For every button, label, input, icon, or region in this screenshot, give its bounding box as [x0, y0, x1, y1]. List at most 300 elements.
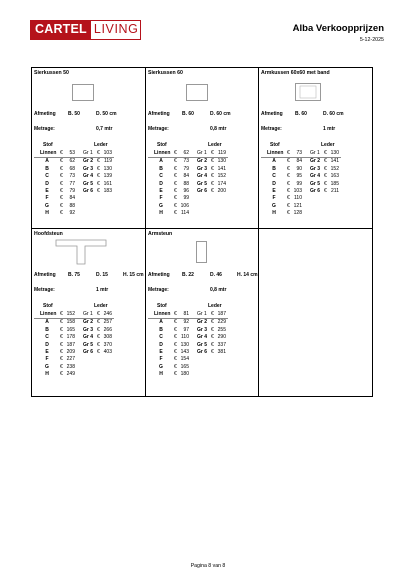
fabric-grade: B	[159, 165, 163, 172]
currency-symbol: €	[174, 356, 177, 363]
fabric-grade: F	[45, 195, 49, 202]
currency-symbol: €	[287, 165, 290, 172]
currency-symbol: €	[324, 158, 327, 165]
dimension-value: B. 22	[182, 272, 194, 278]
fabric-price: 187	[66, 341, 75, 348]
fabric-grade: H	[45, 210, 49, 217]
panel-title: Armkussen 60x60 met band	[261, 70, 330, 76]
fabric-grade: C	[45, 173, 49, 180]
price-row	[148, 188, 228, 195]
fabric-grade: H	[159, 371, 163, 378]
currency-symbol: €	[324, 180, 327, 187]
currency-symbol: €	[174, 150, 180, 158]
currency-symbol: €	[60, 202, 63, 209]
currency-symbol: €	[97, 326, 100, 333]
leather-grade: Gr 6	[83, 349, 94, 356]
fabric-price: 73	[183, 158, 189, 165]
leather-price: 139	[103, 173, 112, 180]
stof-header: Stof	[157, 303, 167, 309]
leather-grade: Gr 4	[310, 173, 321, 180]
panel-title: Armsteun	[148, 231, 173, 237]
fabric-price: 79	[69, 188, 75, 195]
currency-symbol: €	[97, 341, 100, 348]
currency-symbol: €	[60, 180, 63, 187]
dimension-value: D. 50 cm	[96, 111, 117, 117]
price-row	[34, 158, 114, 166]
metrage-label: Metrage:	[261, 126, 282, 132]
fabric-grade: Linnen	[148, 150, 174, 158]
fabric-grade: D	[272, 180, 276, 187]
fabric-grade: H	[272, 210, 276, 217]
price-row	[148, 158, 228, 166]
leder-header: Leder	[94, 142, 108, 148]
fabric-grade: D	[45, 341, 49, 348]
fabric-price: 88	[69, 202, 75, 209]
price-row	[148, 210, 228, 217]
currency-symbol: €	[97, 319, 100, 326]
fabric-price: 238	[66, 363, 75, 370]
currency-symbol: €	[324, 165, 327, 172]
leder-header: Leder	[321, 142, 335, 148]
leather-price	[103, 195, 114, 202]
leather-price: 174	[217, 180, 226, 187]
dimension-value: D. 15	[96, 272, 108, 278]
dimension-value: H. 14 cm	[237, 272, 258, 278]
fabric-price: 130	[180, 341, 189, 348]
leather-price	[103, 356, 114, 363]
dimension-value: D. 60 cm	[210, 111, 231, 117]
fabric-price: 121	[293, 202, 302, 209]
dimension-value: B. 75	[68, 272, 80, 278]
brand-logo-part2: LIVING	[93, 22, 139, 36]
fabric-price: 128	[293, 210, 302, 217]
dimension-value: D. 60 cm	[323, 111, 344, 117]
currency-symbol: €	[60, 311, 66, 319]
fabric-grade: Linnen	[34, 311, 60, 319]
leather-price: 187	[217, 311, 226, 317]
fabric-price: 158	[66, 319, 75, 326]
leather-price	[217, 210, 228, 217]
currency-symbol: €	[324, 173, 327, 180]
fabric-grade: E	[272, 188, 276, 195]
currency-symbol: €	[174, 165, 177, 172]
metrage-label: Metrage:	[34, 126, 55, 132]
currency-symbol: €	[174, 180, 177, 187]
price-row	[34, 195, 114, 202]
leather-grade: Gr 5	[197, 341, 208, 348]
leather-price: 370	[103, 341, 112, 348]
leather-grade: Gr 3	[197, 165, 208, 172]
price-row	[34, 181, 114, 188]
leather-grade: Gr 5	[310, 180, 321, 187]
currency-symbol: €	[60, 326, 63, 333]
leather-grade: Gr 5	[197, 180, 208, 187]
leather-price	[217, 195, 228, 202]
leather-grade	[197, 195, 211, 202]
document-date: 5-12-2025	[359, 37, 384, 43]
fabric-grade: B	[45, 326, 49, 333]
square-cushion-icon	[186, 84, 208, 101]
leather-grade: Gr 1	[83, 150, 97, 158]
fabric-grade: B	[272, 165, 276, 172]
dimension-value: B. 60	[182, 111, 194, 117]
leather-price	[217, 364, 228, 371]
brand-logo-part1: CARTEL	[31, 21, 91, 39]
leather-grade: Gr 4	[83, 334, 94, 341]
currency-symbol: €	[174, 349, 177, 356]
currency-symbol: €	[97, 158, 100, 165]
fabric-price: 249	[66, 371, 75, 378]
currency-symbol: €	[97, 188, 100, 195]
currency-symbol: €	[97, 311, 103, 319]
leather-grade	[310, 203, 324, 210]
leather-price: 257	[103, 319, 112, 326]
fabric-price: 90	[296, 165, 302, 172]
fabric-price: 97	[183, 326, 189, 333]
fabric-price: 209	[66, 349, 75, 356]
fabric-price: 68	[69, 165, 75, 172]
product-panel	[146, 68, 258, 228]
fabric-price: 114	[181, 210, 189, 217]
price-row	[261, 173, 341, 180]
fabric-grade: G	[159, 202, 163, 209]
leather-price: 266	[103, 326, 112, 333]
metrage-value: 0,8 mtr	[210, 287, 227, 293]
fabric-grade: C	[272, 173, 276, 180]
price-row	[34, 166, 114, 173]
dimensions-label: Afmeting	[34, 111, 56, 117]
currency-symbol: €	[287, 188, 290, 195]
currency-symbol: €	[174, 158, 177, 165]
leather-price: 130	[217, 158, 226, 165]
currency-symbol: €	[60, 165, 63, 172]
price-table	[148, 150, 228, 218]
leather-grade: Gr 3	[310, 165, 321, 172]
product-panel	[259, 68, 373, 228]
leather-price	[103, 371, 114, 378]
dimensions-label: Afmeting	[34, 272, 56, 278]
leather-grade	[197, 364, 211, 371]
currency-symbol: €	[60, 195, 63, 202]
leder-header: Leder	[208, 303, 222, 309]
currency-symbol: €	[174, 188, 177, 195]
currency-symbol: €	[287, 202, 290, 209]
fabric-price: 84	[296, 158, 302, 165]
fabric-price: 79	[183, 165, 189, 172]
price-row	[261, 150, 341, 158]
leather-grade	[83, 195, 97, 202]
document-title: Alba Verkoopprijzen	[292, 23, 384, 34]
leather-price: 246	[103, 311, 112, 317]
fabric-grade: G	[272, 202, 276, 209]
leather-grade: Gr 4	[197, 334, 208, 341]
currency-symbol: €	[174, 334, 177, 341]
leather-grade: Gr 2	[83, 319, 94, 326]
page-footer: Pagina 8 van 8	[190, 563, 226, 569]
leather-price: 200	[217, 188, 226, 195]
currency-symbol: €	[287, 150, 293, 158]
leather-price	[330, 195, 341, 202]
leather-grade: Gr 1	[83, 311, 97, 319]
leather-grade	[83, 371, 97, 378]
leather-grade: Gr 6	[310, 188, 321, 195]
currency-symbol: €	[174, 195, 177, 202]
leather-grade: Gr 5	[83, 341, 94, 348]
dimensions-label: Afmeting	[148, 111, 170, 117]
currency-symbol: €	[287, 210, 290, 217]
price-row	[148, 356, 228, 363]
stof-header: Stof	[270, 142, 280, 148]
leather-grade	[83, 210, 97, 217]
price-row	[148, 364, 228, 371]
leather-price: 130	[330, 150, 339, 156]
leather-grade: Gr 3	[197, 326, 208, 333]
fabric-price: 165	[180, 363, 189, 370]
leather-grade	[197, 203, 211, 210]
currency-symbol: €	[174, 326, 177, 333]
currency-symbol: €	[211, 180, 214, 187]
panel-title: Sierkussen 50	[34, 70, 69, 76]
currency-symbol: €	[211, 188, 214, 195]
leather-price: 381	[217, 349, 226, 356]
price-row	[34, 188, 114, 195]
fabric-price: 165	[66, 326, 75, 333]
metrage-value: 1 mtr	[96, 287, 109, 293]
currency-symbol: €	[211, 334, 214, 341]
price-row	[148, 371, 228, 378]
fabric-grade: A	[45, 319, 49, 326]
leather-price: 161	[103, 180, 112, 187]
fabric-grade: H	[159, 210, 163, 217]
currency-symbol: €	[174, 319, 177, 326]
price-row	[261, 210, 341, 217]
currency-symbol: €	[174, 371, 177, 378]
fabric-grade: H	[45, 371, 49, 378]
leather-price: 183	[103, 188, 112, 195]
currency-symbol: €	[60, 349, 63, 356]
panel-title: Hoofdsteun	[34, 231, 63, 237]
currency-symbol: €	[60, 363, 63, 370]
currency-symbol: €	[324, 150, 330, 158]
leather-price: 163	[330, 173, 339, 180]
price-row	[34, 150, 114, 158]
currency-symbol: €	[211, 150, 217, 158]
metrage-label: Metrage:	[148, 287, 169, 293]
fabric-price: 62	[180, 150, 191, 158]
fabric-grade: F	[45, 356, 49, 363]
currency-symbol: €	[97, 165, 100, 172]
leather-price: 103	[103, 150, 112, 156]
currency-symbol: €	[60, 371, 63, 378]
fabric-grade: E	[45, 188, 49, 195]
price-row	[148, 203, 228, 210]
currency-symbol: €	[174, 202, 177, 209]
fabric-grade: E	[45, 349, 49, 356]
leather-price	[330, 210, 341, 217]
fabric-grade: G	[159, 363, 163, 370]
leather-price: 141	[330, 158, 339, 165]
fabric-price: 103	[293, 188, 302, 195]
price-row	[148, 311, 228, 319]
currency-symbol: €	[60, 319, 63, 326]
currency-symbol: €	[60, 210, 63, 217]
currency-symbol: €	[97, 180, 100, 187]
currency-symbol: €	[211, 341, 214, 348]
price-row	[148, 334, 228, 341]
price-row	[261, 195, 341, 202]
currency-symbol: €	[174, 311, 180, 319]
fabric-grade: G	[45, 363, 49, 370]
fabric-price: 178	[66, 334, 75, 341]
leather-grade: Gr 6	[83, 188, 94, 195]
fabric-grade: A	[45, 158, 49, 165]
fabric-price: 73	[69, 173, 75, 180]
leather-grade	[83, 364, 97, 371]
price-row	[261, 188, 341, 195]
dimensions-label: Afmeting	[148, 272, 170, 278]
product-panel	[146, 229, 258, 397]
price-row	[34, 173, 114, 180]
fabric-price: 53	[66, 150, 77, 158]
currency-symbol: €	[174, 210, 177, 217]
fabric-grade: A	[159, 158, 163, 165]
fabric-price: 95	[296, 173, 302, 180]
fabric-grade: B	[45, 165, 49, 172]
price-row	[261, 181, 341, 188]
leather-grade	[83, 356, 97, 363]
dimension-value: D. 46	[210, 272, 222, 278]
currency-symbol: €	[174, 363, 177, 370]
leather-price	[330, 203, 341, 210]
fabric-grade: F	[159, 356, 163, 363]
fabric-grade: E	[159, 188, 163, 195]
fabric-price: 96	[183, 188, 189, 195]
price-table	[34, 311, 114, 379]
currency-symbol: €	[97, 173, 100, 180]
currency-symbol: €	[174, 341, 177, 348]
stof-header: Stof	[43, 303, 53, 309]
leather-price: 308	[103, 334, 112, 341]
price-row	[34, 311, 114, 319]
price-row	[148, 195, 228, 202]
fabric-grade: D	[159, 341, 163, 348]
leather-price: 337	[217, 341, 226, 348]
leather-grade: Gr 4	[197, 173, 208, 180]
price-row	[34, 327, 114, 334]
fabric-grade: G	[45, 202, 49, 209]
price-row	[34, 364, 114, 371]
leather-price: 141	[217, 165, 226, 172]
fabric-grade: Linnen	[148, 311, 174, 319]
fabric-grade: D	[45, 180, 49, 187]
currency-symbol: €	[211, 311, 217, 319]
leather-price	[103, 203, 114, 210]
metrage-label: Metrage:	[34, 287, 55, 293]
price-table	[261, 150, 341, 218]
dimensions-label: Afmeting	[261, 111, 283, 117]
price-table	[34, 150, 114, 218]
leather-price	[217, 371, 228, 378]
metrage-value: 1 mtr	[323, 126, 336, 132]
fabric-grade: D	[159, 180, 163, 187]
leather-price	[217, 356, 228, 363]
fabric-grade: C	[159, 173, 163, 180]
fabric-price: 73	[293, 150, 304, 158]
leather-grade	[197, 356, 211, 363]
leather-price: 290	[217, 334, 226, 341]
leather-price: 403	[103, 349, 112, 356]
fabric-grade: C	[159, 334, 163, 341]
fabric-price: 84	[69, 195, 75, 202]
leather-price: 185	[330, 180, 339, 187]
price-row	[148, 150, 228, 158]
price-row	[34, 203, 114, 210]
metrage-label: Metrage:	[148, 126, 169, 132]
currency-symbol: €	[324, 188, 327, 195]
fabric-grade: Linnen	[261, 150, 287, 158]
leather-grade: Gr 5	[83, 180, 94, 187]
currency-symbol: €	[60, 150, 66, 158]
price-grid	[31, 67, 373, 397]
brand-logo	[30, 20, 141, 40]
fabric-grade: E	[159, 349, 163, 356]
leather-price: 119	[104, 158, 112, 165]
currency-symbol: €	[60, 188, 63, 195]
price-row	[148, 173, 228, 180]
price-row	[148, 181, 228, 188]
fabric-grade: F	[159, 195, 163, 202]
leather-price: 152	[217, 173, 226, 180]
price-row	[34, 334, 114, 341]
price-row	[34, 349, 114, 356]
fabric-grade: F	[272, 195, 276, 202]
leder-header: Leder	[208, 142, 222, 148]
leather-grade	[197, 371, 211, 378]
square-cushion-icon	[72, 84, 94, 101]
currency-symbol: €	[211, 173, 214, 180]
fabric-price: 77	[69, 180, 75, 187]
leather-price	[103, 210, 114, 217]
leather-grade: Gr 2	[197, 319, 208, 326]
leather-price	[217, 203, 228, 210]
currency-symbol: €	[97, 150, 103, 158]
currency-symbol: €	[287, 195, 290, 202]
leather-grade: Gr 2	[197, 158, 208, 165]
fabric-price: 92	[69, 210, 75, 217]
leather-grade: Gr 1	[197, 311, 211, 319]
fabric-price: 110	[294, 195, 302, 202]
currency-symbol: €	[211, 349, 214, 356]
product-panel	[32, 229, 145, 397]
fabric-price: 154	[180, 356, 189, 363]
leather-grade: Gr 6	[197, 188, 208, 195]
price-row	[261, 203, 341, 210]
currency-symbol: €	[287, 158, 290, 165]
fabric-price: 227	[66, 356, 75, 363]
fabric-grade: C	[45, 334, 49, 341]
headrest-icon	[55, 239, 107, 267]
currency-symbol: €	[60, 341, 63, 348]
leather-grade: Gr 2	[310, 158, 321, 165]
currency-symbol: €	[60, 158, 63, 165]
fabric-grade: A	[272, 158, 276, 165]
leather-grade: Gr 3	[83, 326, 94, 333]
arm-cushion-icon	[295, 83, 321, 101]
fabric-price: 106	[180, 202, 189, 209]
leather-grade: Gr 1	[197, 150, 211, 158]
dimension-value: H. 15 cm	[123, 272, 144, 278]
leather-grade: Gr 3	[83, 165, 94, 172]
